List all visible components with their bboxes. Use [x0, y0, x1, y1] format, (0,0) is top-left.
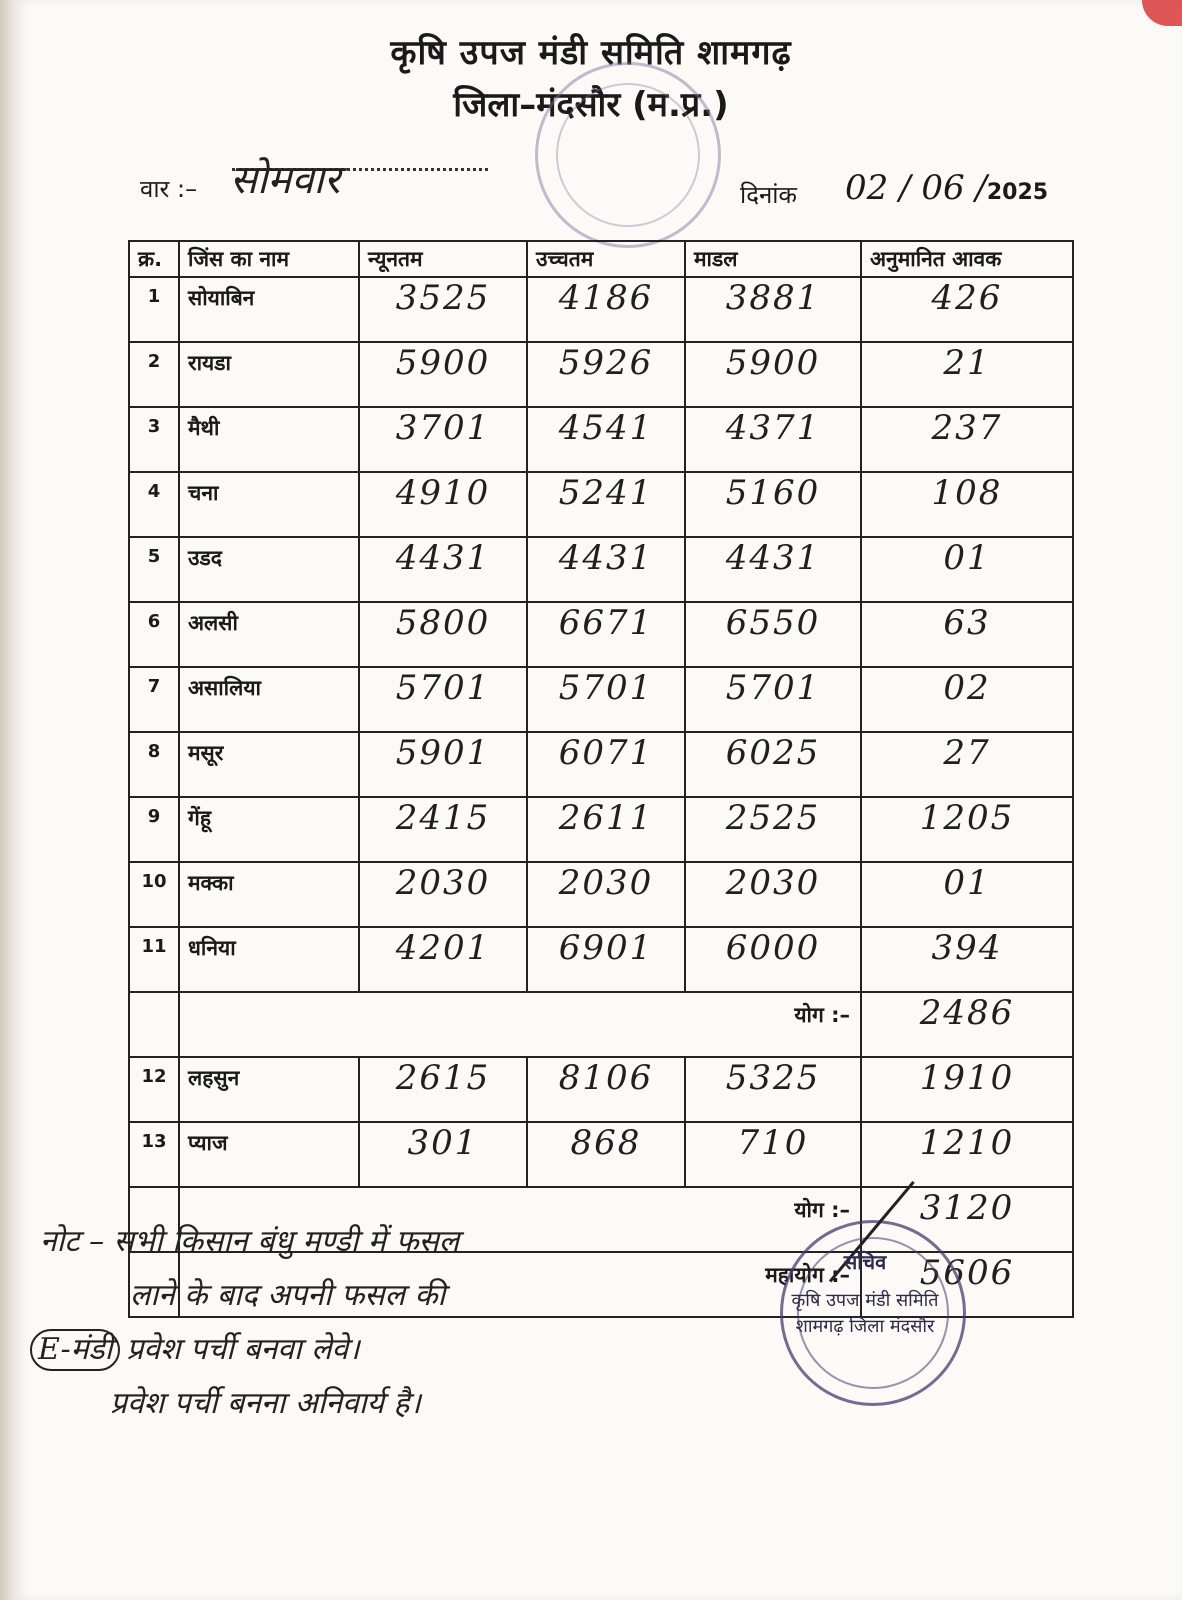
row-crop-name: मैथी [179, 407, 359, 472]
row-model-price: 5160 [685, 472, 861, 537]
header-max: उच्चतम [527, 241, 685, 277]
row-min-price: 4910 [359, 472, 527, 537]
row-sno: 7 [129, 667, 179, 732]
row-min-price: 5701 [359, 667, 527, 732]
row-arrival: 108 [861, 472, 1073, 537]
row-model-price: 2525 [685, 797, 861, 862]
table-row [129, 277, 1073, 342]
table-row [129, 472, 1073, 537]
row-model-price: 710 [685, 1122, 861, 1187]
row-crop-name: चना [179, 472, 359, 537]
row-arrival: 21 [861, 342, 1073, 407]
emandi-circled: E-मंडी [30, 1329, 120, 1371]
row-sno: 2 [129, 342, 179, 407]
table-row [129, 1122, 1073, 1187]
row-arrival: 426 [861, 277, 1073, 342]
row-max-price: 5241 [527, 472, 685, 537]
row-min-price: 3701 [359, 407, 527, 472]
row-max-price: 4541 [527, 407, 685, 472]
row-max-price: 868 [527, 1122, 685, 1187]
row-sno: 9 [129, 797, 179, 862]
row-arrival: 1910 [861, 1057, 1073, 1122]
row-min-price: 4431 [359, 537, 527, 602]
row-model-price: 4371 [685, 407, 861, 472]
note-line-3-text: प्रवेश पर्ची बनवा लेवे। [126, 1332, 360, 1367]
row-sno: 12 [129, 1057, 179, 1122]
row-min-price: 2415 [359, 797, 527, 862]
handwritten-note [30, 1215, 750, 1431]
row-arrival: 394 [861, 927, 1073, 992]
row-sno: 1 [129, 277, 179, 342]
row-min-price: 5800 [359, 602, 527, 667]
note-line-4: प्रवेश पर्ची बनना अनिवार्य है। [110, 1386, 421, 1421]
row-max-price: 5701 [527, 667, 685, 732]
row-arrival: 01 [861, 537, 1073, 602]
row-sno: 5 [129, 537, 179, 602]
row-crop-name: प्याज [179, 1122, 359, 1187]
secretary-seal [760, 1200, 970, 1410]
round-seal-top [535, 62, 721, 248]
table-row [129, 927, 1073, 992]
row-sno: 4 [129, 472, 179, 537]
row-model-price: 6550 [685, 602, 861, 667]
row-sno: 6 [129, 602, 179, 667]
row-crop-name: अलसी [179, 602, 359, 667]
row-max-price: 6901 [527, 927, 685, 992]
day-value: सोमवार [230, 157, 341, 203]
subtotal-1-value: 2486 [861, 992, 1073, 1057]
subtotal-2-label: योग :– [179, 1187, 861, 1252]
row-crop-name: धनिया [179, 927, 359, 992]
row-max-price: 2611 [527, 797, 685, 862]
header-crop-name: जिंस का नाम [179, 241, 359, 277]
table-row [129, 407, 1073, 472]
table-row [129, 667, 1073, 732]
date-day-month: 02 / 06 / [845, 168, 987, 208]
subtotal-1-label: योग :– [179, 992, 861, 1057]
row-min-price: 5901 [359, 732, 527, 797]
row-sno: 10 [129, 862, 179, 927]
header-sno: क्र. [129, 241, 179, 277]
date-value [845, 168, 1048, 208]
document-subtitle: जिला–मंदसौर (म.प्र.) [453, 85, 729, 125]
row-crop-name: उडद [179, 537, 359, 602]
mandi-rate-table [128, 240, 1074, 1318]
date-year: 2025 [986, 180, 1049, 205]
row-crop-name: मसूर [179, 732, 359, 797]
row-sno: 13 [129, 1122, 179, 1187]
row-model-price: 6025 [685, 732, 861, 797]
row-min-price: 3525 [359, 277, 527, 342]
day-label: वार :– [140, 175, 198, 203]
document-title: कृषि उपज मंडी समिति शामगढ़ [390, 33, 792, 73]
table-row [129, 537, 1073, 602]
row-model-price: 5701 [685, 667, 861, 732]
row-min-price: 2615 [359, 1057, 527, 1122]
row-arrival: 63 [861, 602, 1073, 667]
row-sno: 3 [129, 407, 179, 472]
row-max-price: 2030 [527, 862, 685, 927]
table-row [129, 732, 1073, 797]
note-line-2: लाने के बाद अपनी फसल की [130, 1278, 446, 1313]
row-min-price: 4201 [359, 927, 527, 992]
row-max-price: 4186 [527, 277, 685, 342]
row-arrival: 27 [861, 732, 1073, 797]
seal-line-2: शामगढ़ जिला मंदसौर [795, 1316, 935, 1337]
date-label: दिनांक [740, 181, 797, 209]
row-max-price: 6671 [527, 602, 685, 667]
table-row [129, 342, 1073, 407]
row-model-price: 2030 [685, 862, 861, 927]
row-max-price: 6071 [527, 732, 685, 797]
row-model-price: 3881 [685, 277, 861, 342]
table-header-row [129, 241, 1073, 277]
row-arrival: 237 [861, 407, 1073, 472]
row-crop-name: गेंहू [179, 797, 359, 862]
row-min-price: 5900 [359, 342, 527, 407]
row-crop-name: असालिया [179, 667, 359, 732]
row-crop-name: लहसुन [179, 1057, 359, 1122]
seal-title: सचिव [843, 1250, 887, 1274]
table-row [129, 862, 1073, 927]
row-sno: 8 [129, 732, 179, 797]
row-arrival: 01 [861, 862, 1073, 927]
note-line-3 [30, 1323, 750, 1377]
row-crop-name: रायडा [179, 342, 359, 407]
table-body [129, 277, 1073, 1317]
header-min: न्यूनतम [359, 241, 527, 277]
header-arrival: अनुमानित आवक [861, 241, 1073, 277]
table-row [129, 1057, 1073, 1122]
paper-edge [0, 0, 14, 1600]
row-arrival: 1205 [861, 797, 1073, 862]
grand-total-value: 5606 [861, 1252, 1073, 1317]
row-max-price: 5926 [527, 342, 685, 407]
header-model: माडल [685, 241, 861, 277]
table-row [129, 797, 1073, 862]
subtotal-2-value: 3120 [861, 1187, 1073, 1252]
grand-total-label: महायोग :– [179, 1252, 861, 1317]
row-model-price: 5325 [685, 1057, 861, 1122]
note-line-1: नोट – सभी किसान बंधु मण्डी में फसल [40, 1224, 460, 1259]
row-min-price: 301 [359, 1122, 527, 1187]
row-crop-name: सोयाबिन [179, 277, 359, 342]
table-row [129, 602, 1073, 667]
row-max-price: 8106 [527, 1057, 685, 1122]
row-sno: 11 [129, 927, 179, 992]
subtotal-1-row [129, 992, 1073, 1057]
row-model-price: 5900 [685, 342, 861, 407]
row-arrival: 02 [861, 667, 1073, 732]
row-model-price: 4431 [685, 537, 861, 602]
row-model-price: 6000 [685, 927, 861, 992]
row-arrival: 1210 [861, 1122, 1073, 1187]
seal-line-1: कृषि उपज मंडी समिति [791, 1290, 939, 1311]
row-min-price: 2030 [359, 862, 527, 927]
row-crop-name: मक्का [179, 862, 359, 927]
row-max-price: 4431 [527, 537, 685, 602]
empty-cell [129, 992, 179, 1057]
